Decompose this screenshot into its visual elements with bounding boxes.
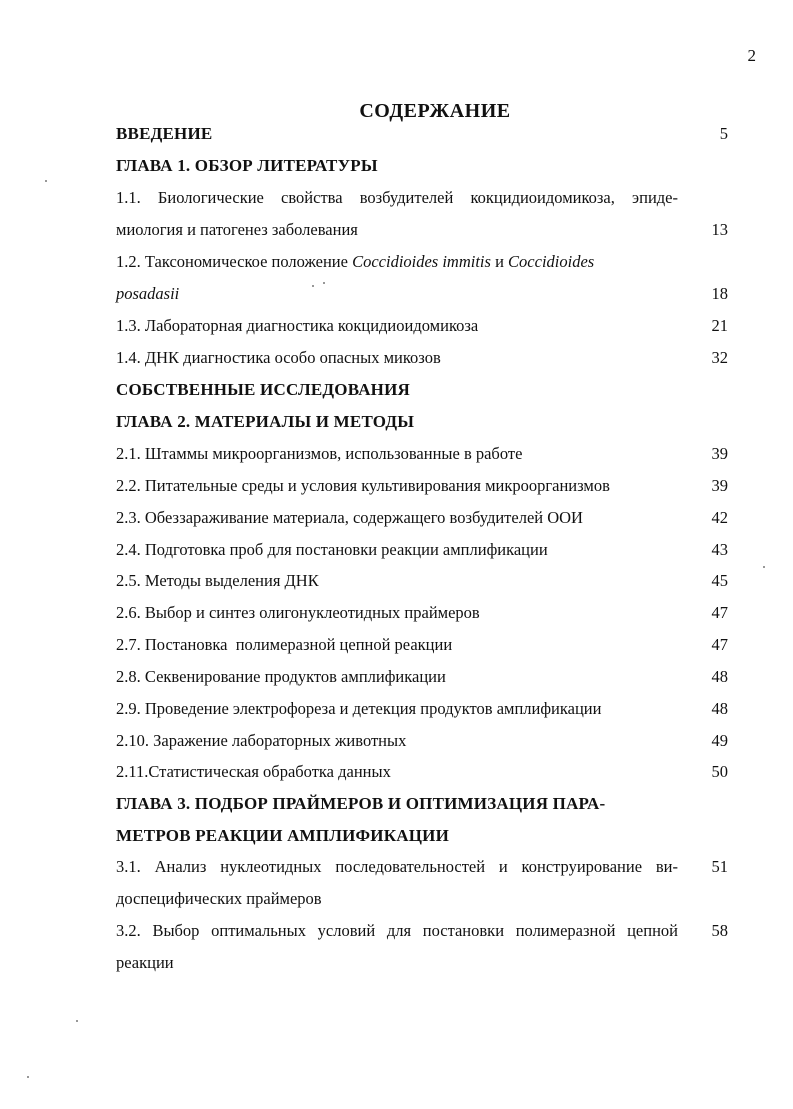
toc-heading-chapter-3-cont (116, 826, 728, 846)
toc-page: 47 (711, 603, 728, 622)
toc-page: 39 (711, 444, 728, 463)
toc-text: 2.1. Штаммы микроорганизмов, использованные в работе (116, 444, 523, 463)
toc-entry-2-10 (116, 731, 728, 751)
toc-heading-chapter-2 (116, 412, 728, 432)
toc-entry-2-8 (116, 667, 728, 687)
scan-speck (45, 180, 47, 182)
scan-speck (76, 1020, 78, 1022)
toc-page: 50 (711, 762, 728, 781)
toc-text: ГЛАВА 3. ПОДБОР ПРАЙМЕРОВ И ОПТИМИЗАЦИЯ ПАРА- (116, 794, 606, 813)
toc-page: 48 (711, 699, 728, 718)
scan-speck (763, 566, 765, 568)
toc-heading-chapter-3 (116, 794, 728, 814)
toc-text: реакции (116, 953, 174, 972)
toc-text: МЕТРОВ РЕАКЦИИ АМПЛИФИКАЦИИ (116, 826, 449, 845)
toc-page: 49 (711, 731, 728, 750)
toc-species-name: posadasii (116, 284, 180, 303)
toc-entry-2-7 (116, 635, 728, 655)
toc-text: 1.4. ДНК диагностика особо опасных микозов (116, 348, 441, 367)
toc-entry-1-3 (116, 316, 728, 336)
toc-species-name: Coccidioides (508, 252, 595, 271)
page-number: 2 (747, 46, 756, 65)
toc-text: ВВЕДЕНИЕ (116, 124, 213, 143)
toc-entry-3-2-cont (116, 953, 728, 973)
toc-heading-own-research (116, 380, 728, 400)
toc-page: 5 (719, 124, 728, 143)
toc-entry-1-2-cont (116, 284, 728, 304)
toc-page: 32 (711, 348, 728, 367)
toc-entry-2-3 (116, 508, 728, 528)
toc-entry-2-2 (116, 476, 728, 496)
scan-speck (312, 285, 314, 287)
toc-heading-chapter-1 (116, 156, 728, 176)
toc-text: ГЛАВА 1. ОБЗОР ЛИТЕРАТУРЫ (116, 156, 378, 175)
scan-speck (27, 1076, 29, 1078)
toc-text: 2.6. Выбор и синтез олигонуклеотидных праймеров (116, 603, 480, 622)
toc-text: 1.1. Биологические свойства возбудителей кокцидиоидомикоза, эпиде- (116, 188, 678, 207)
toc-page: 21 (711, 316, 728, 335)
toc-entry-2-5 (116, 571, 728, 591)
toc-species-name: Coccidioides immitis (352, 252, 491, 271)
toc-text: 2.4. Подготовка проб для постановки реакции амплификации (116, 540, 548, 559)
toc-text: 3.2. Выбор оптимальных условий для постановки полимеразной цепной (116, 921, 678, 940)
toc-text (116, 252, 728, 272)
toc-text: 2.5. Методы выделения ДНК (116, 571, 319, 590)
toc-text: 2.2. Питательные среды и условия культивирования микроорганизмов (116, 476, 610, 495)
toc-entry-1-1 (116, 188, 728, 208)
toc-entry-2-4 (116, 540, 728, 560)
page-title: СОДЕРЖАНИЕ (359, 100, 511, 122)
toc-entry-2-9 (116, 699, 728, 719)
toc-text: 2.8. Секвенирование продуктов амплификации (116, 667, 446, 686)
toc-entry-2-1 (116, 444, 728, 464)
toc-text: 2.3. Обеззараживание материала, содержащего возбудителей ООИ (116, 508, 583, 527)
toc-entry-3-1 (116, 857, 728, 877)
toc-page: 45 (711, 571, 728, 590)
toc-page: 51 (711, 857, 728, 876)
toc-entry-3-2 (116, 921, 728, 941)
scan-speck (323, 282, 325, 284)
toc-entry-3-1-cont (116, 889, 728, 909)
toc-page: 48 (711, 667, 728, 686)
toc-text: 2.7. Постановка полимеразной цепной реакции (116, 635, 453, 654)
toc-text-part: 1.2. Таксономическое положение (116, 252, 353, 271)
toc-page: 58 (711, 921, 728, 940)
toc-text: СОБСТВЕННЫЕ ИССЛЕДОВАНИЯ (116, 380, 410, 399)
toc-text: 2.10. Заражение лабораторных животных (116, 731, 407, 750)
toc-entry-1-2 (116, 252, 728, 272)
toc-entry-1-4 (116, 348, 728, 368)
toc-text: миология и патогенез заболевания (116, 220, 358, 239)
toc-text-part: и (490, 252, 509, 271)
toc-text: доспецифических праймеров (116, 889, 322, 908)
toc-entry-1-1-cont (116, 220, 728, 240)
toc-entry-2-6 (116, 603, 728, 623)
toc-page: 13 (711, 220, 728, 239)
toc-text: 2.9. Проведение электрофореза и детекция продуктов амплификации (116, 699, 602, 718)
toc-page: 43 (711, 540, 728, 559)
toc-entry-2-11 (116, 762, 728, 782)
toc-page: 18 (711, 284, 728, 303)
toc-text: 3.1. Анализ нуклеотидных последовательностей и конструирование ви- (116, 857, 678, 876)
toc-text: 2.11.Статистическая обработка данных (116, 762, 391, 781)
toc-page: 47 (711, 635, 728, 654)
toc-text: ГЛАВА 2. МАТЕРИАЛЫ И МЕТОДЫ (116, 412, 415, 431)
toc-page: 39 (711, 476, 728, 495)
toc-entry-introduction (116, 124, 728, 144)
toc-text: 1.3. Лабораторная диагностика кокцидиоидомикоза (116, 316, 479, 335)
toc-page: 42 (711, 508, 728, 527)
